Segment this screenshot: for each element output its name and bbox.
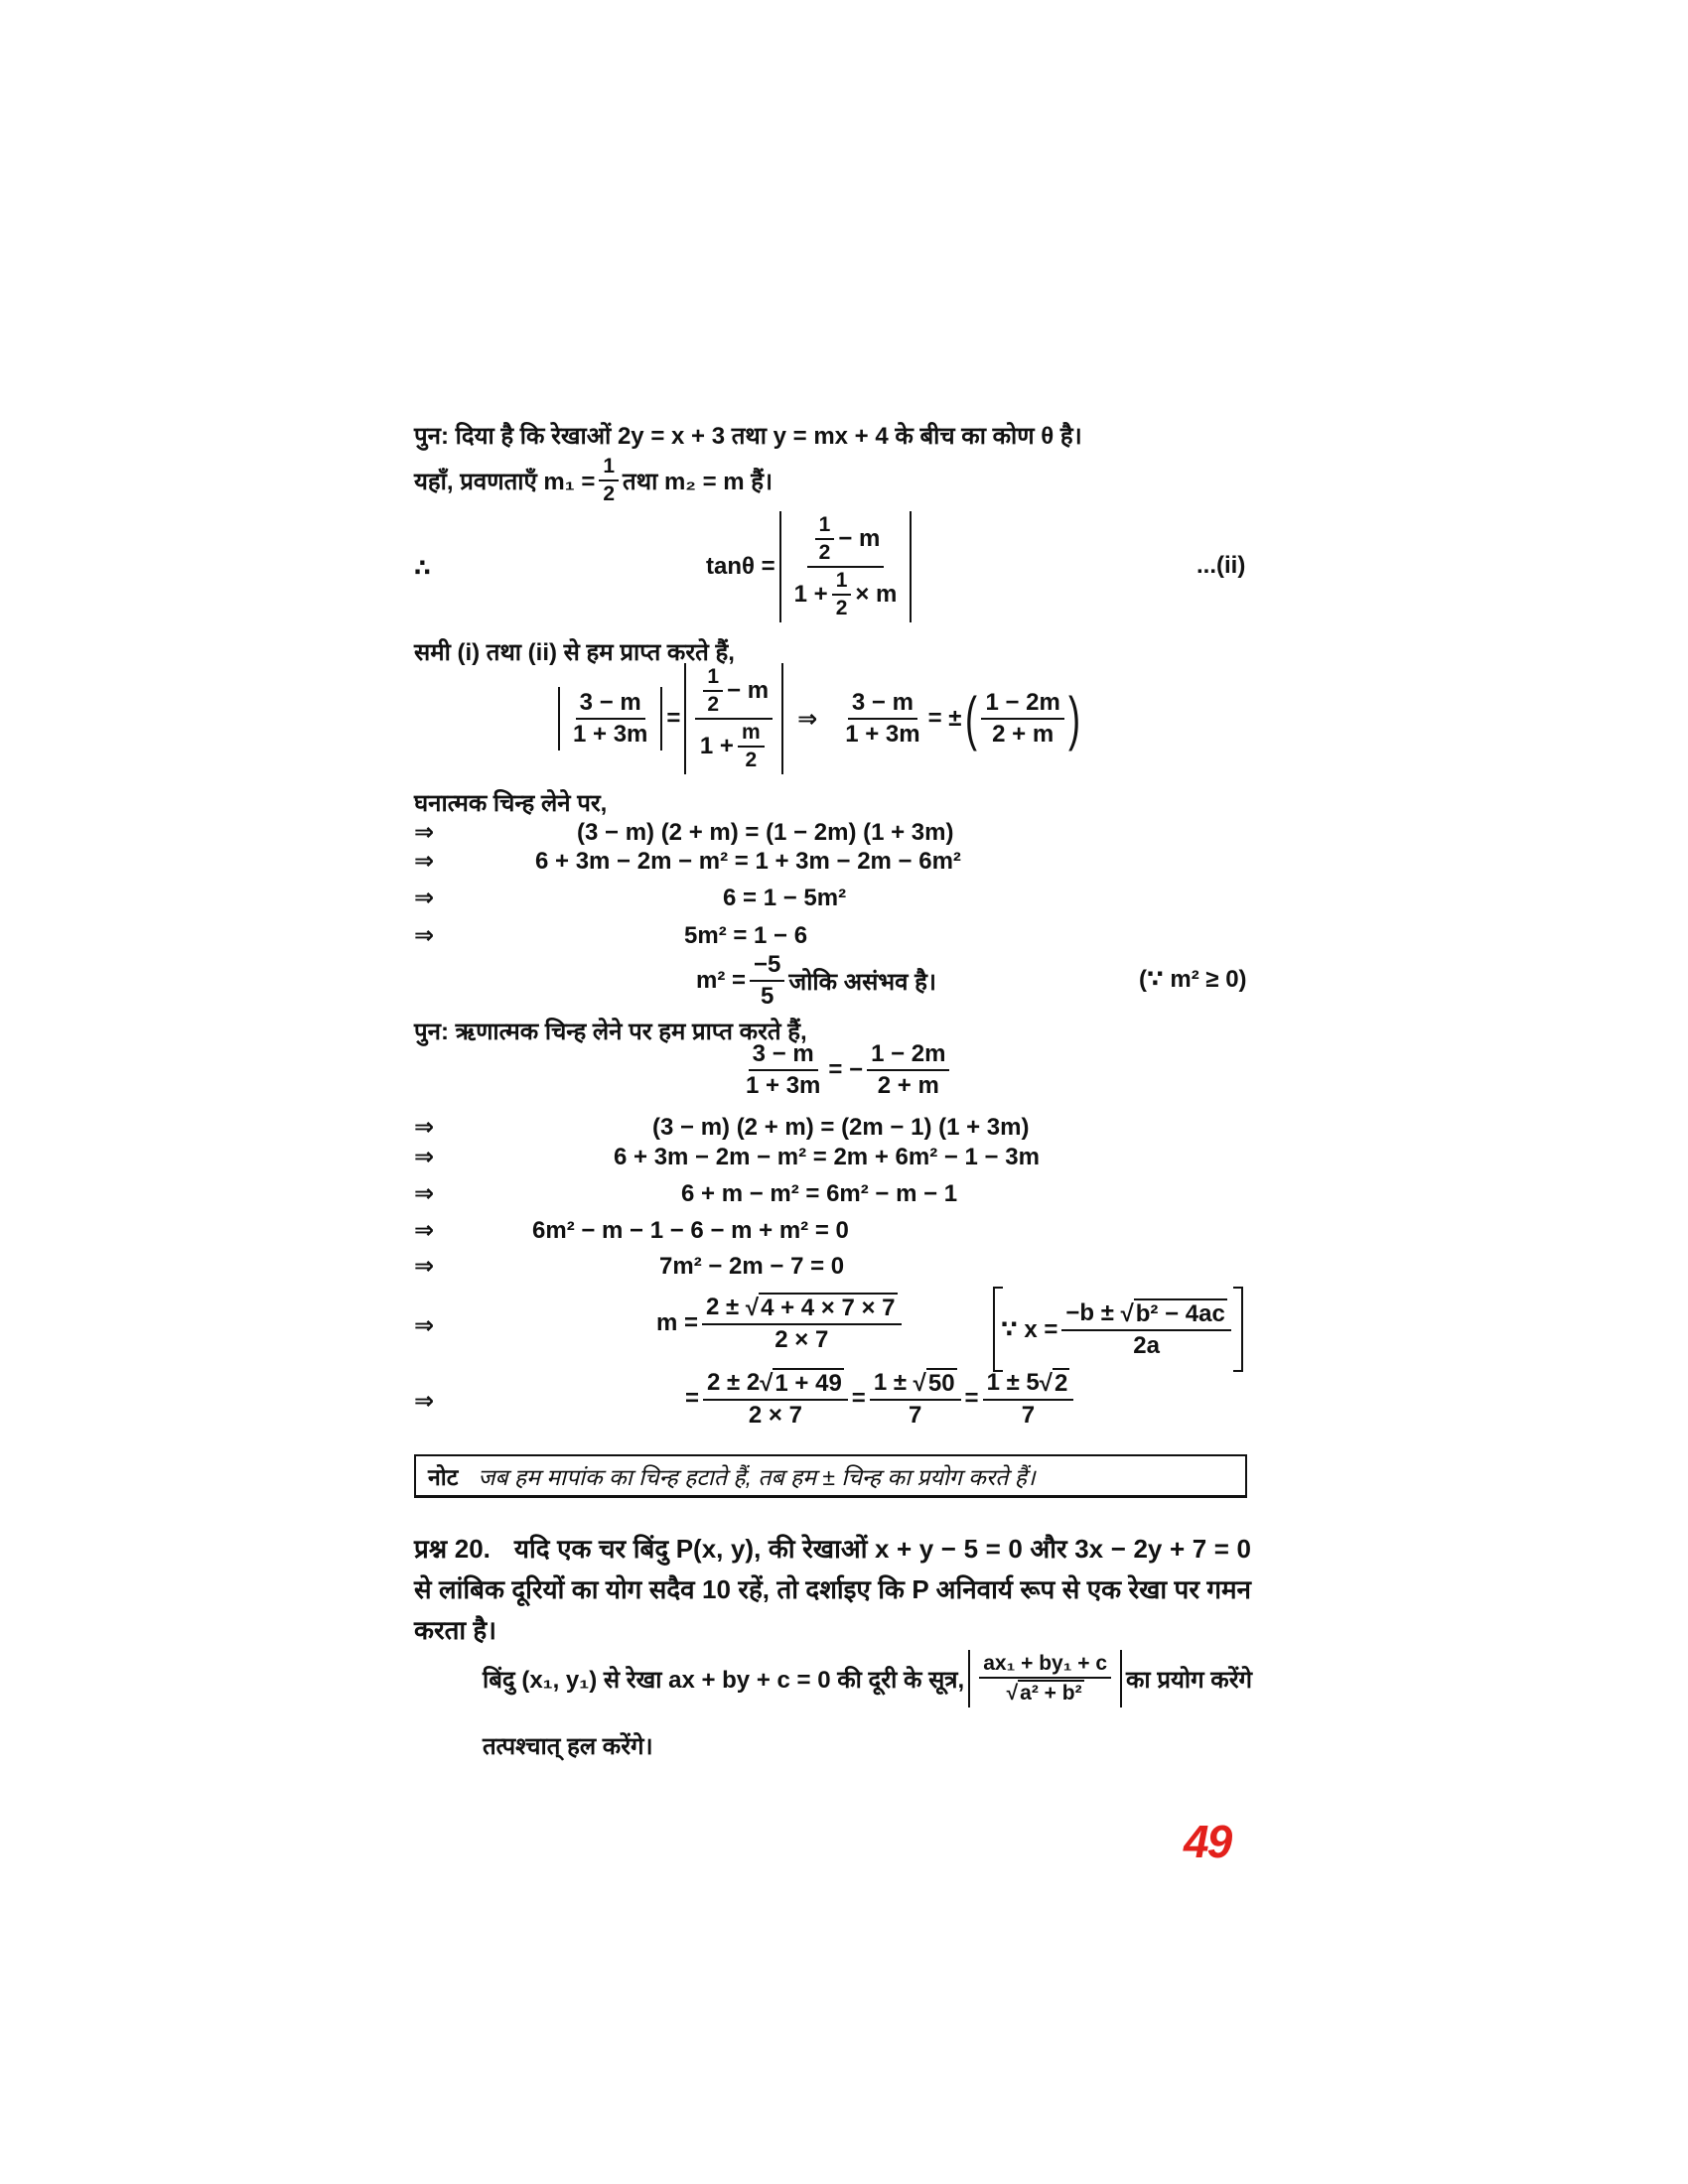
implies-symbol: ⇒ <box>414 922 435 949</box>
equals: = <box>964 1385 979 1412</box>
intro-line-2 <box>414 455 773 506</box>
implies-symbol: ⇒ <box>414 848 435 875</box>
m-lhs: m = <box>656 1309 699 1336</box>
hint-text-tail: का प्रयोग करेंगे <box>1126 1666 1253 1694</box>
numerator: 1 <box>832 569 852 596</box>
numerator-pre: 2 ± 2 <box>707 1369 761 1396</box>
question-text: यदि एक चर बिंदु P(x, y), की रेखाओं x + y − 5 = 0 और 3x − 2y + 7 = 0 से लांबिक दूरियों का योग सदैव 10 रहें, तो दर्शाइए कि P अनिवार्य रूप से एक रेखा पर गमन करता है। <box>414 1534 1251 1645</box>
denominator-head: 1 + <box>793 581 828 608</box>
negative-heading: पुन: ऋणात्मक चिन्ह लेने पर हम प्राप्त करते हैं, <box>414 1019 807 1045</box>
implies-symbol: ⇒ <box>797 705 818 733</box>
radicand: 50 <box>927 1370 955 1397</box>
step-row <box>414 1252 1308 1281</box>
hint-text: बिंदु (x₁, y₁) से रेखा ax + by + c = 0 की दूरी के सूत्र, <box>483 1666 965 1694</box>
numerator: −5 <box>750 951 784 982</box>
radicand: b² − 4ac <box>1135 1300 1225 1327</box>
step: 6 + m − m² = 6m² − m − 1 <box>681 1179 958 1207</box>
step-row <box>414 884 1308 912</box>
equals: = <box>685 1385 700 1412</box>
negative-equation <box>738 1040 953 1100</box>
step: 6m² − m − 1 − 6 − m + m² = 0 <box>532 1216 849 1244</box>
numerator: 3 − m <box>576 689 645 720</box>
step: (3 − m) (2 + m) = (1 − 2m) (1 + 3m) <box>577 818 954 846</box>
tan-lhs: tanθ = <box>706 553 775 580</box>
step-row <box>414 1113 1308 1142</box>
denominator: 7 <box>1021 1402 1036 1429</box>
simplified-solution <box>685 1368 1077 1430</box>
note-box <box>414 1454 1247 1498</box>
radicand: 2 <box>1054 1370 1068 1397</box>
question-number: प्रश्न 20. <box>414 1534 491 1564</box>
tan-fraction <box>790 513 902 620</box>
denominator: 2 × 7 <box>748 1402 802 1429</box>
step: 7m² − 2m − 7 = 0 <box>659 1252 845 1280</box>
therefore-symbol: ∴ <box>414 555 431 582</box>
implies-symbol: ⇒ <box>414 885 435 911</box>
intro-line-1: पुन: दिया है कि रेखाओं 2y = x + 3 तथा y = mx + 4 के बीच का कोण θ है। <box>414 423 1082 450</box>
impossible-result <box>696 951 936 1011</box>
numerator: 1 <box>815 513 835 540</box>
denominator: 5 <box>761 983 774 1010</box>
formula-lhs: ∵ x = <box>1001 1315 1058 1343</box>
numerator-tail: − m <box>727 677 770 704</box>
note-label: नोट <box>428 1463 459 1490</box>
step-row <box>414 1216 1308 1245</box>
step: 5m² = 1 − 6 <box>684 921 808 949</box>
implies-symbol: ⇒ <box>414 819 435 846</box>
denominator: 7 <box>909 1402 922 1429</box>
numerator: 1 − 2m <box>981 689 1063 720</box>
numerator: 1 <box>703 665 723 692</box>
sqrt-icon: √ <box>760 1370 774 1397</box>
denominator: 2 <box>818 541 831 564</box>
numerator-pre: 2 ± <box>706 1294 740 1320</box>
numerator-pre: 1 ± 5 <box>986 1369 1040 1396</box>
tan-equation <box>706 511 915 622</box>
implies-symbol: ⇒ <box>414 1217 435 1244</box>
radicand: 1 + 49 <box>774 1370 842 1397</box>
positive-heading: घनात्मक चिन्ह लेने पर, <box>414 790 608 817</box>
m-squared-lhs: m² = <box>696 967 747 994</box>
step-row <box>414 1179 1308 1208</box>
page-number: 49 <box>1184 1816 1231 1867</box>
equation-ref-ii: ...(ii) <box>1196 552 1246 579</box>
implies-symbol: ⇒ <box>414 1144 435 1170</box>
question-20 <box>414 1529 1251 1651</box>
numerator: 1 <box>599 455 619 481</box>
sqrt-icon: √ <box>913 1370 926 1397</box>
denominator: 2a <box>1133 1332 1160 1359</box>
hint-line-1 <box>483 1650 1252 1707</box>
combined-equation: $\frac{3 - m}{1 + 3m}$ = $\frac{1}{2}$ − m 1 + $\frac{m}{2}$ ⇒ $\frac{3 - m}{1 + 3m}$ = ± ( $\frac{1 - 2m}{2 + m}$ ) <box>554 663 1084 774</box>
equals-minus: = − <box>828 1056 864 1083</box>
denominator-tail: × m <box>855 581 898 608</box>
step-row <box>414 921 1308 950</box>
quadratic-solution <box>656 1293 906 1354</box>
implies-symbol: ⇒ <box>414 1114 435 1141</box>
numerator: m <box>738 721 765 748</box>
half-fraction <box>599 455 619 506</box>
denominator: 2 + m <box>992 721 1055 748</box>
reason: (∵ m² ≥ 0) <box>1139 966 1247 993</box>
numerator-tail: − m <box>838 525 881 552</box>
step: 6 + 3m − 2m − m² = 1 + 3m − 2m − 6m² <box>535 847 961 875</box>
denominator-head: 1 + <box>699 733 734 759</box>
combine-text: समी (i) तथा (ii) से हम प्राप्त करते हैं, <box>414 639 735 666</box>
denominator: 2 <box>707 693 720 716</box>
sqrt-icon: √ <box>1120 1300 1134 1327</box>
step-row <box>414 1143 1308 1171</box>
impossible-text: जोकि असंभव है। <box>788 968 937 996</box>
equals: = <box>666 705 681 732</box>
distance-formula <box>968 1650 1122 1707</box>
denominator: 1 + 3m <box>845 721 920 748</box>
implies-symbol: ⇒ <box>414 1180 435 1207</box>
radicand: 4 + 4 × 7 × 7 <box>761 1295 896 1321</box>
numerator-pre: 1 ± <box>873 1369 907 1396</box>
denominator: 1 + 3m <box>573 721 648 748</box>
step-row <box>414 818 1308 847</box>
note-text: जब हम मापांक का चिन्ह हटाते हैं, तब हम ± चिन्ह का प्रयोग करते हैं। <box>478 1463 1036 1490</box>
denominator: 1 + 3m <box>746 1072 821 1099</box>
denominator: 2 × 7 <box>774 1326 829 1353</box>
sqrt-icon: √ <box>1006 1682 1019 1705</box>
step: (3 − m) (2 + m) = (2m − 1) (1 + 3m) <box>652 1113 1030 1141</box>
hint-line-2: तत्पश्चात् हल करेंगे। <box>483 1733 653 1760</box>
denominator: 2 <box>745 749 758 771</box>
numerator: ax₁ + by₁ + c <box>979 1652 1111 1679</box>
abs-value <box>779 511 913 622</box>
radicand: a² + b² <box>1020 1682 1082 1705</box>
equals: = <box>851 1385 866 1412</box>
quadratic-formula-note <box>993 1287 1243 1372</box>
denominator: 2 + m <box>877 1072 939 1099</box>
implies-symbol: ⇒ <box>414 1312 435 1339</box>
implies-symbol: ⇒ <box>414 1388 435 1415</box>
numerator: 1 − 2m <box>867 1040 949 1071</box>
numerator-pre: −b ± <box>1065 1299 1114 1326</box>
implies-symbol: ⇒ <box>414 1253 435 1280</box>
denominator: 2 <box>835 597 848 619</box>
abs-left <box>558 687 662 751</box>
step: 6 = 1 − 5m² <box>723 884 847 911</box>
abs-right <box>684 663 783 774</box>
plus-minus: = ± <box>927 705 962 732</box>
step: 6 + 3m − 2m − m² = 2m + 6m² − 1 − 3m <box>614 1143 1040 1170</box>
numerator: 3 − m <box>749 1040 818 1071</box>
denominator: 2 <box>603 482 616 505</box>
sqrt-icon: √ <box>745 1295 760 1321</box>
sqrt-icon: √ <box>1039 1370 1053 1397</box>
slopes-tail: तथा m₂ = m हैं। <box>623 468 774 495</box>
step-row <box>414 847 1308 876</box>
slopes-label: यहाँ, प्रवणताएँ m₁ = <box>414 468 596 495</box>
numerator: 3 − m <box>848 689 917 720</box>
